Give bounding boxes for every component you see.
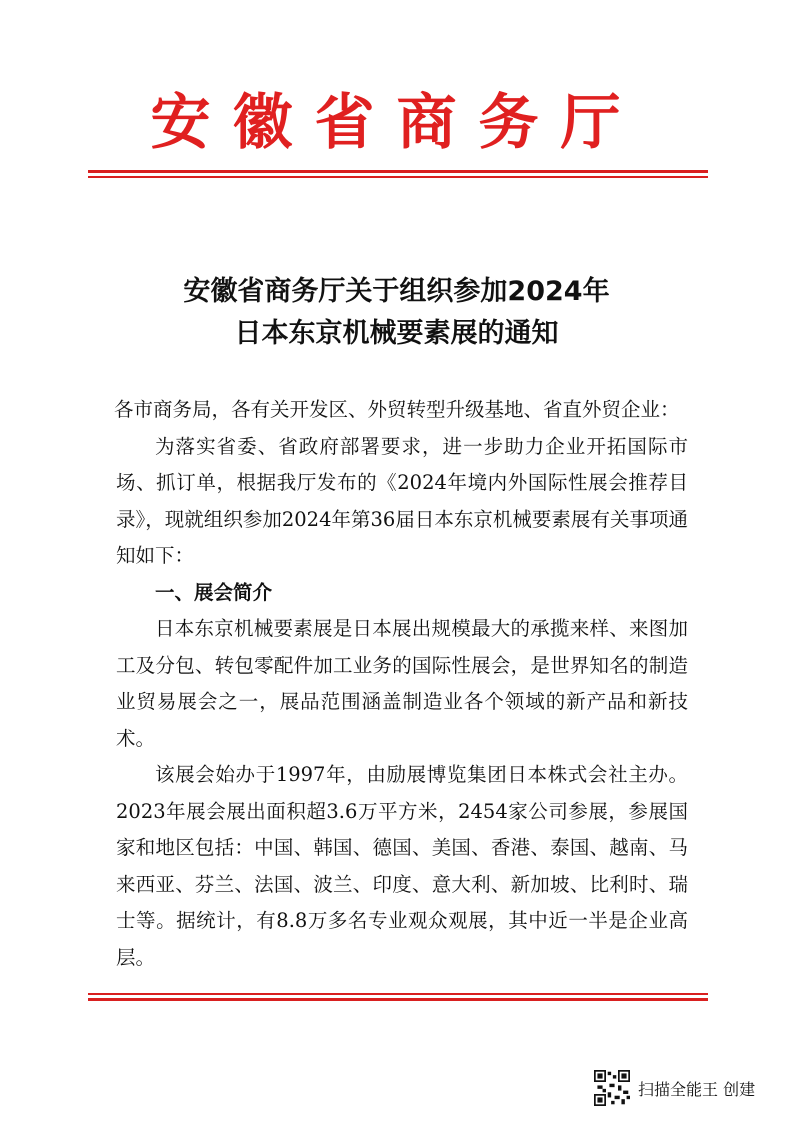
watermark-text: 扫描全能王 创建 bbox=[638, 1079, 756, 1099]
header-rule-thick bbox=[88, 170, 708, 173]
footer-rule-thin bbox=[88, 993, 708, 995]
section1-paragraph1: 日本东京机械要素展是日本展出规模最大的承揽来样、来图加工及分包、转包零配件加工业务的国际性展会，是世界知名的制造业贸易展会之一，展品范围涵盖制造业各个领域的新产品和新技术。 bbox=[116, 617, 688, 750]
section1-paragraph2: 该展会始办于1997年，由励展博览集团日本株式会社主办。2023年展会展出面积超3.6万平方米，2454家公司参展，参展国家和地区包括：中国、韩国、德国、美国、香港、泰国、越南、马来西亚、芬兰、法国、波兰、印度、意大利、新加坡、比利时、瑞士等。据统计，有8.8万多名专业观众观展，其中近一半是企业高层。 bbox=[116, 763, 688, 969]
section1-heading: 一、展会简介 bbox=[155, 580, 273, 604]
header-rule-thin bbox=[88, 176, 708, 178]
footer-rule-thick bbox=[88, 998, 708, 1001]
scanner-watermark bbox=[594, 1068, 784, 1108]
document-body bbox=[116, 392, 688, 976]
letterhead-title: 安徽省商务厅 bbox=[150, 88, 643, 158]
salutation: 各市商务局，各有关开发区、外贸转型升级基地、省直外贸企业： bbox=[114, 398, 680, 421]
qr-code-icon bbox=[594, 1070, 630, 1106]
intro-paragraph: 为落实省委、省政府部署要求，进一步助力企业开拓国际市场、抓订单，根据我厅发布的《2024年境内外国际性展会推荐目录》，现就组织参加2024年第36届日本东京机械要素展有关事项通知如下： bbox=[116, 434, 688, 567]
document-title-line2: 日本东京机械要素展的通知 bbox=[234, 318, 559, 349]
document-title-line1: 安徽省商务厅关于组织参加2024年 bbox=[183, 276, 610, 307]
